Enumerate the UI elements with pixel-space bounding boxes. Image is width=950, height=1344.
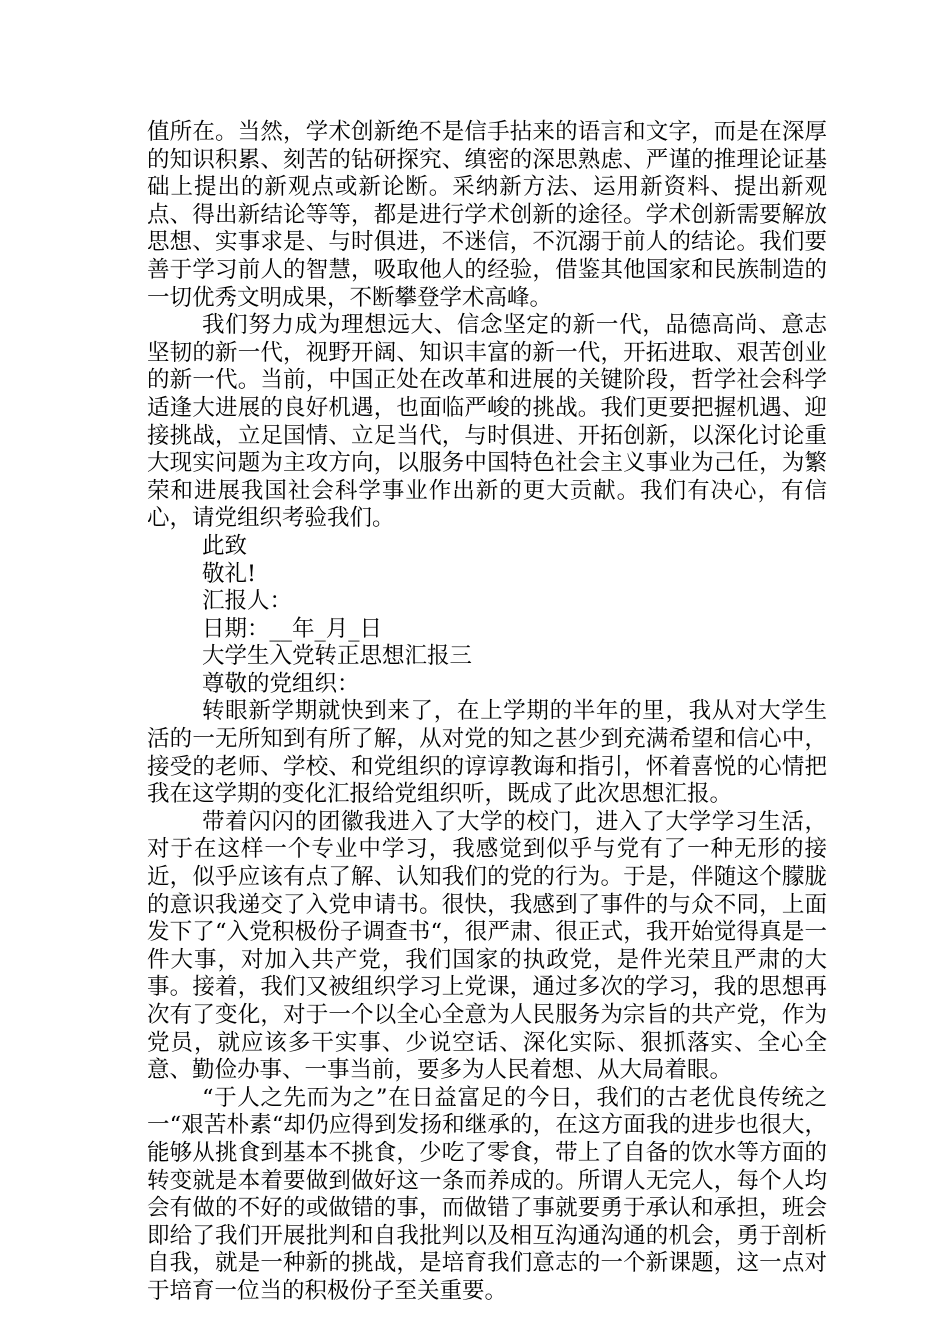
paragraph-new-semester: 转眼新学期就快到来了，在上学期的半年的里，我从对大学生活的一无所知到有所了解，从对党的知之甚少到充满希望和信心中，接受的老师、学校、和党组织的谆谆教诲和指引，怀着喜悦的心情把我在这学期的变化汇报给党组织听，既成了此次思想汇报。 — [147, 698, 827, 808]
greeting-line: 尊敬的党组织： — [202, 670, 360, 697]
paragraph-academic-innovation: 值所在。当然，学术创新绝不是信手拈来的语言和文字，而是在深厚的知识积累、刻苦的钻研探究、缜密的深思熟虑、严谨的推理论证基础上提出的新观点或新论断。采纳新方法、运用新资料、提出新观点、得出新结论等等，都是进行学术创新的途径。学术创新需要解放思想、实事求是、与时俱进，不迷信，不沉溺于前人的结论。我们要善于学习前人的智慧，吸取他人的经验，借鉴其他国家和民族制造的一切优秀文明成果，不断攀登学术高峰。 — [147, 119, 827, 311]
closing-salutation: 此致 — [202, 532, 248, 559]
document-body — [147, 119, 827, 1306]
date-line: 日期：__年_月_日 — [202, 615, 383, 642]
paragraph-new-generation: 我们努力成为理想远大、信念坚定的新一代，品德高尚、意志坚韧的新一代，视野开阔、知识丰富的新一代，开拓进取、艰苦创业的新一代。当前，中国正处在改革和进展的关键阶段，哲学社会科学适逢大进展的良好机遇，也面临严峻的挑战。我们更要把握机遇、迎接挑战，立足国情、立足当代，与时俱进、开拓创新，以深化讨论重大现实问题为主攻方向，以服务中国特色社会主义事业为己任，为繁荣和进展我国社会科学事业作出新的更大贡献。我们有决心，有信心，请党组织考验我们。 — [147, 312, 827, 532]
reporter-label: 汇报人： — [202, 588, 293, 615]
paragraph-frugality: “于人之先而为之”在日益富足的今日，我们的古老优良传统之一“艰苦朴素“却仍应得到发扬和继承的，在这方面我的进步也很大，能够从挑食到基本不挑食，少吃了零食，带上了自备的饮水等方面的转变就是本着要做到做好这一条而养成的。所谓人无完人，每个人均会有做的不好的或做错的事，而做错了事就要勇于承认和承担，班会即给了我们开展批判和自我批判以及相互沟通沟通的机会，勇于剖析自我，就是一种新的挑战，是培育我们意志的一个新课题，这一点对于培育一位当的积极份子至关重要。 — [147, 1084, 827, 1304]
paragraph-entering-university: 带着闪闪的团徽我进入了大学的校门，进入了大学学习生活，对于在这样一个专业中学习，我感觉到似乎与党有了一种无形的接近，似乎应该有点了解、认知我们的党的行为。于是，伴随这个朦胧的意识我递交了入党申请书。很快，我感到了事件的与众不同，上面发下了“入党积极份子调查书“，很严肃、很正式，我开始觉得真是一件大事，对加入共产党，我们国家的执政党，是件光荣且严肃的大事。接着，我们又被组织学习上党课，通过多次的学习，我的思想再次有了变化，对于一个以全心全意为人民服务为宗旨的共产党，作为党员，就应该多干实事、少说空话、深化实际、狠抓落实、全心全意、勤俭办事、一事当前，要多为人民着想、从大局着眼。 — [147, 808, 827, 1084]
section-title: 大学生入党转正思想汇报三 — [202, 643, 473, 670]
closing-respect: 敬礼! — [202, 560, 257, 587]
